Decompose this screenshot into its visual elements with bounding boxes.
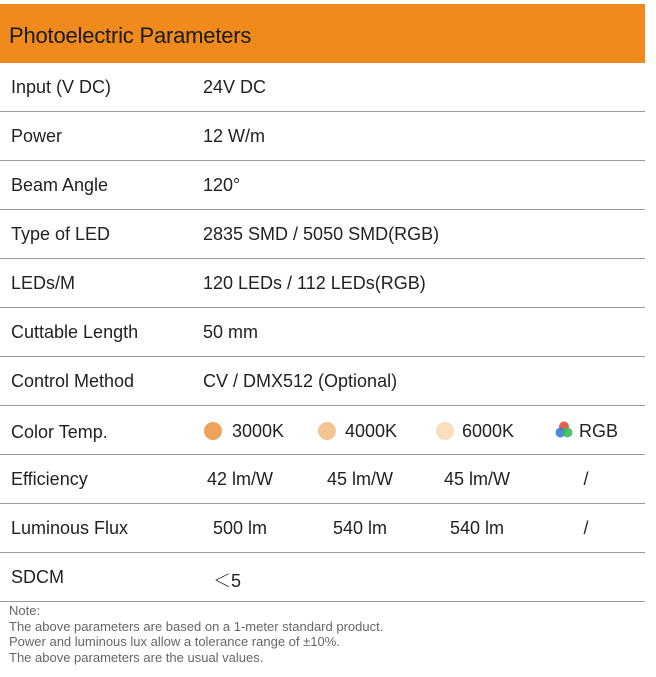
row-label: Power <box>11 126 63 146</box>
efficiency-value: 42 lm/W <box>206 469 273 489</box>
color-temp-option: 6000K <box>462 421 515 441</box>
row-value: 12 W/m <box>203 126 266 146</box>
table-row <box>0 259 645 308</box>
row-label: Input (V DC) <box>11 77 112 97</box>
table-row <box>0 112 645 161</box>
luminous-flux-value: / <box>583 518 589 538</box>
rgb-color-icon <box>554 420 574 440</box>
row-label: LEDs/M <box>11 273 76 293</box>
section-header <box>0 4 645 63</box>
row-label: Type of LED <box>11 224 111 244</box>
table-row <box>0 161 645 210</box>
color-swatch-3000k <box>204 422 222 440</box>
color-swatch-4000k <box>318 422 336 440</box>
luminous-flux-value: 540 lm <box>449 518 505 538</box>
section-title: Photoelectric Parameters <box>9 23 252 48</box>
efficiency-value: 45 lm/W <box>443 469 510 489</box>
luminous-flux-row <box>0 504 645 553</box>
row-value: 120 LEDs / 112 LEDs(RGB) <box>203 273 426 293</box>
sdcm-row <box>0 553 645 602</box>
note-line: The above parameters are based on a 1-meter standard product. <box>9 618 384 634</box>
row-label: Color Temp. <box>11 422 108 442</box>
table-row <box>0 357 645 406</box>
notes-block <box>9 603 383 665</box>
sdcm-value: ＜5 <box>213 571 242 591</box>
table-row <box>0 63 645 112</box>
row-value: 120° <box>203 175 241 195</box>
row-value: 2835 SMD / 5050 SMD(RGB) <box>203 224 440 244</box>
efficiency-value: / <box>583 469 589 489</box>
row-label: Control Method <box>11 371 135 391</box>
row-label: SDCM <box>11 567 64 587</box>
table-row <box>0 308 645 357</box>
color-temp-option: 3000K <box>232 421 285 441</box>
color-swatch-6000k <box>436 422 454 440</box>
row-label: Luminous Flux <box>11 518 129 538</box>
efficiency-row <box>0 455 645 504</box>
row-label: Efficiency <box>11 469 88 489</box>
row-value: CV / DMX512 (Optional) <box>203 371 398 391</box>
row-value: 24V DC <box>203 77 267 97</box>
color-temp-row <box>0 406 645 455</box>
table-row <box>0 210 645 259</box>
row-value: 50 mm <box>203 322 259 342</box>
parameters-table <box>0 63 645 602</box>
color-temp-option: 4000K <box>345 421 398 441</box>
color-temp-option: RGB <box>579 421 619 441</box>
note-line: The above parameters are the usual values. <box>9 649 264 665</box>
luminous-flux-value: 500 lm <box>212 518 268 538</box>
luminous-flux-value: 540 lm <box>332 518 388 538</box>
row-label: Beam Angle <box>11 175 109 195</box>
row-label: Cuttable Length <box>11 322 139 342</box>
note-line: Note: <box>9 603 41 618</box>
note-line: Power and luminous lux allow a tolerance range of ±10%. <box>9 634 340 649</box>
efficiency-value: 45 lm/W <box>326 469 393 489</box>
